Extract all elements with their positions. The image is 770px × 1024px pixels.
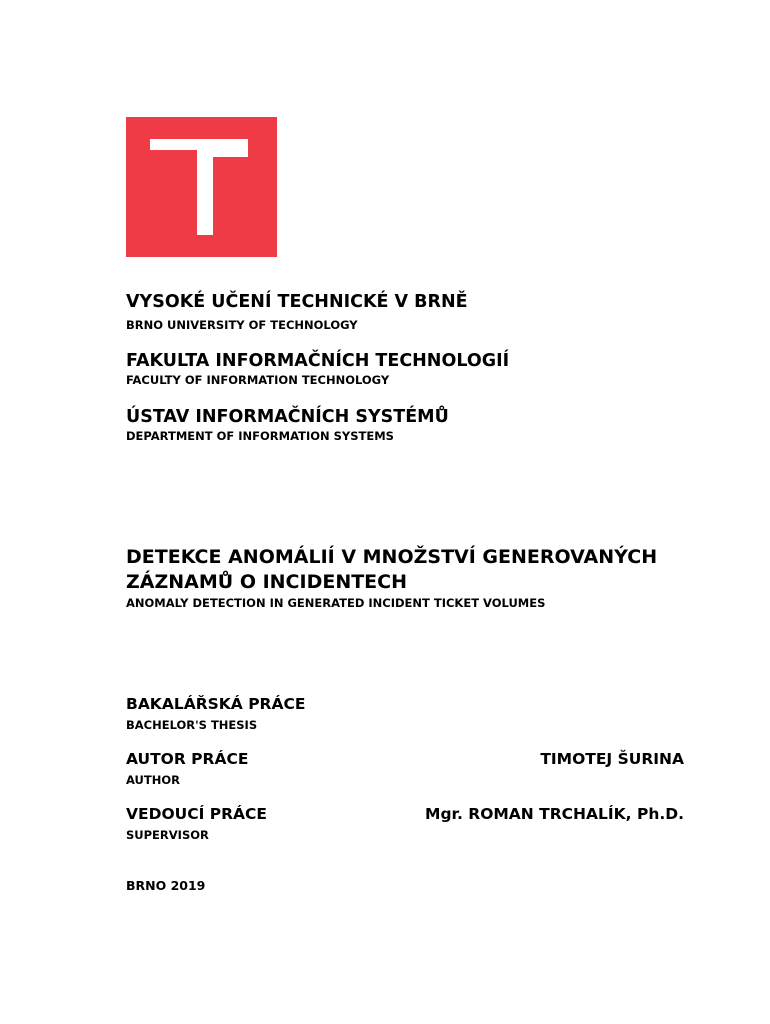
author-label-cz: AUTOR PRÁCE — [126, 750, 249, 768]
faculty-name-cz: FAKULTA INFORMAČNÍCH TECHNOLOGIÍ — [126, 351, 510, 371]
university-name-cz: VYSOKÉ UČENÍ TECHNICKÉ V BRNĚ — [126, 292, 468, 312]
thesis-title-en: ANOMALY DETECTION IN GENERATED INCIDENT TICKET VOLUMES — [126, 596, 546, 610]
author-name: TIMOTEJ ŠURINA — [540, 750, 684, 768]
university-name-en: BRNO UNIVERSITY OF TECHNOLOGY — [126, 318, 358, 332]
supervisor-label-cz: VEDOUCÍ PRÁCE — [126, 805, 268, 823]
university-logo — [126, 117, 277, 257]
department-name-cz: ÚSTAV INFORMAČNÍCH SYSTÉMŮ — [126, 407, 449, 427]
supervisor-label-en: SUPERVISOR — [126, 828, 209, 842]
place-year: BRNO 2019 — [126, 878, 206, 893]
vut-logo-icon — [126, 117, 277, 257]
thesis-type-en: BACHELOR'S THESIS — [126, 718, 258, 732]
department-name-en: DEPARTMENT OF INFORMATION SYSTEMS — [126, 429, 394, 443]
thesis-title-cz-line1: DETEKCE ANOMÁLIÍ V MNOŽSTVÍ GENEROVANÝCH — [126, 546, 658, 568]
faculty-name-en: FACULTY OF INFORMATION TECHNOLOGY — [126, 373, 390, 387]
thesis-type-cz: BAKALÁŘSKÁ PRÁCE — [126, 695, 306, 713]
author-label-en: AUTHOR — [126, 773, 180, 787]
thesis-title-cz-line2: ZÁZNAMŮ O INCIDENTECH — [126, 571, 408, 593]
supervisor-name: Mgr. ROMAN TRCHALÍK, Ph.D. — [425, 805, 684, 823]
